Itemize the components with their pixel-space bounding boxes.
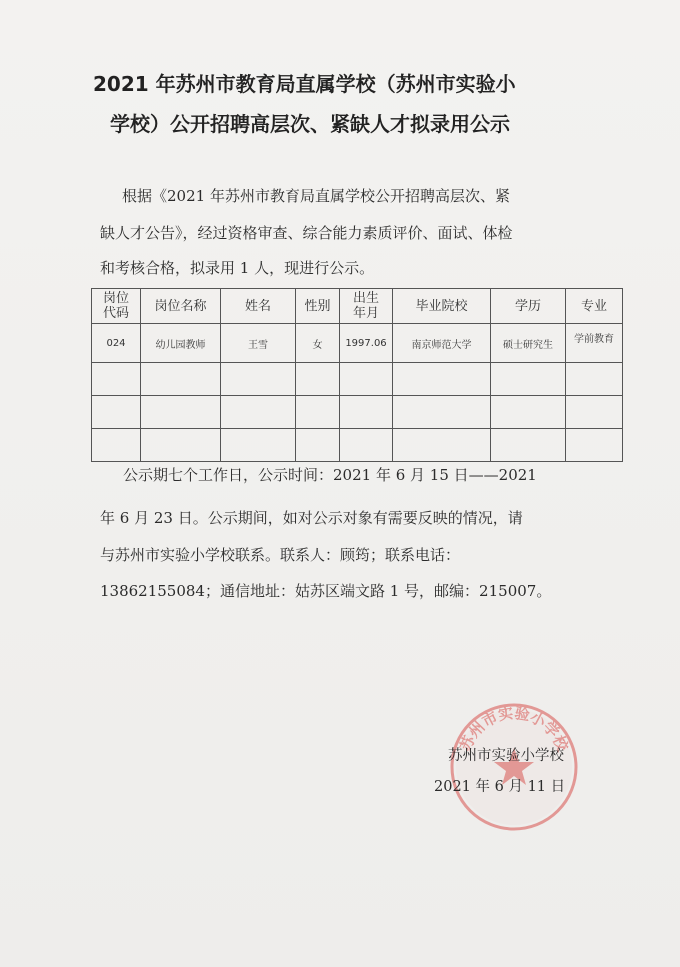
intro-line-1: 根据《2021 年苏州市教育局直属学校公开招聘高层次、紧 <box>122 187 510 205</box>
document-title-line-2: 学校）公开招聘高层次、紧缺人才拟录用公示 <box>110 112 510 136</box>
intro-line-3: 和考核合格，拟录用 1 人，现进行公示。 <box>100 259 375 277</box>
table-header-row <box>92 289 623 324</box>
header-cell: 姓名 <box>221 289 296 324</box>
header-cell: 学历 <box>491 289 566 324</box>
cell-major: 学前教育 <box>566 324 623 363</box>
table-row-empty <box>92 396 623 429</box>
cell-school: 南京师范大学 <box>393 324 491 363</box>
header-cell: 专业 <box>566 289 623 324</box>
notice-line-2: 年 6 月 23 日。公示期间，如对公示对象有需要反映的情况，请 <box>100 509 523 527</box>
header-cell: 岗位名称 <box>141 289 221 324</box>
table-row-empty <box>92 363 623 396</box>
seal-text: 苏州市实验小学校 <box>456 704 572 754</box>
table-row <box>92 324 623 363</box>
header-cell: 岗位 代码 <box>92 289 141 324</box>
cell-gender: 女 <box>296 324 340 363</box>
intro-line-2: 缺人才公告》，经过资格审查、综合能力素质评价、面试、体检 <box>100 224 513 242</box>
official-seal-stamp <box>447 700 581 834</box>
cell-name: 王雪 <box>221 324 296 363</box>
notice-line-1: 公示期七个工作日，公示时间：2021 年 6 月 15 日——2021 <box>123 466 537 484</box>
header-cell: 出生 年月 <box>340 289 393 324</box>
signature-organization: 苏州市实验小学校 <box>448 748 564 764</box>
table-row-empty <box>92 429 623 462</box>
candidate-table <box>91 288 623 462</box>
signature-date: 2021 年 6 月 11 日 <box>434 779 566 795</box>
cell-post-code: 024 <box>92 324 141 363</box>
cell-birth: 1997.06 <box>340 324 393 363</box>
header-cell: 性别 <box>296 289 340 324</box>
cell-degree: 硕士研究生 <box>491 324 566 363</box>
notice-line-4: 13862155084；通信地址：姑苏区端文路 1 号，邮编：215007。 <box>100 582 552 600</box>
document-title-line-1: 2021 年苏州市教育局直属学校（苏州市实验小 <box>93 72 516 96</box>
notice-line-3: 与苏州市实验小学校联系。联系人：顾筠；联系电话： <box>100 546 461 564</box>
header-cell: 毕业院校 <box>393 289 491 324</box>
cell-post-name: 幼儿园教师 <box>141 324 221 363</box>
